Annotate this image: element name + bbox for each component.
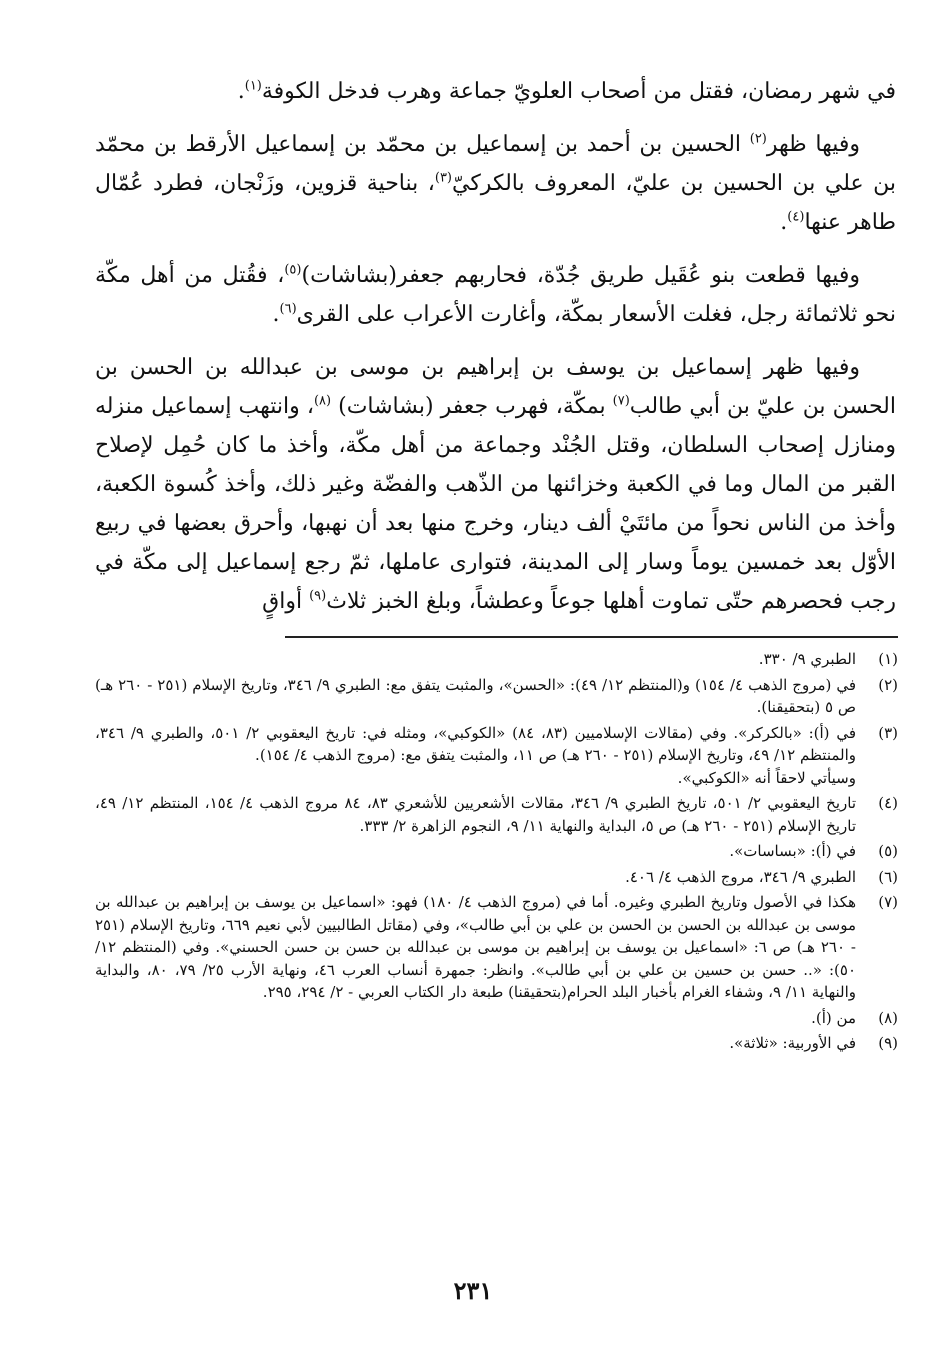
footnote-text: هكذا في الأصول وتاريخ الطبري وغيره. أما في (مروج الذهب ٤/ ١٨٠) فهو: «اسماعيل بن يوسف بن إبراهيم بن عبدالله بن موسى بن عبدالله بن الحسن بن الحسن بن علي بن أبي طالب»، وفي (مقاتل الطالبيين لأبي نعيم ٦٦٩، وتاريخ الإسلام (٢٥١ - ٢٦٠ هـ) ص ٦: «اسماعيل بن يوسف بن إبراهيم بن موسى بن عبدالله بن حسن بن حسن الحسني». وفي (المنتظم ١٢/ ٥٠): «.. حسن بن حسين بن علي بن أبي طالب». وانظر: جمهرة أنساب العرب ٤٦، ونهاية الأرب ٢٥/ ٧٩، ٨٠، والبداية والنهاية ١١/ ٩، وشفاء الغرام بأخبار البلد الحرام(بتحقيقنا) طبعة دار الكتاب العربي - ٢/ ٢٩٤، ٢٩٥. bbox=[95, 893, 857, 1001]
paragraph-2: وفيها ظهر$^{(٢)}$ الحسين بن أحمد بن إسماعيل بن محمّد بن إسماعيل الأرقط بن محمّد بن علي بن الحسين بن عليّ، المعروف بالكركيّ$^{(٣)}$، بناحية قزوين، وزَنْجان، فطرد عُمّال طاهر عنها$^{(٤)}$. bbox=[95, 131, 896, 235]
page-number: ٢٣١ bbox=[453, 1276, 493, 1305]
footnote-3 bbox=[95, 722, 898, 790]
paragraph-1: في شهر رمضان، فقتل من أصحاب العلويّ جماعة وهرب فدخل الكوفة$^{(١)}$. bbox=[237, 78, 896, 104]
footnote-6 bbox=[95, 866, 898, 889]
footnote-9 bbox=[95, 1032, 898, 1055]
footnote-text-block bbox=[95, 722, 856, 790]
paragraph-4-text: ، وانتهب إسماعيل منزله ومنازل إصحاب السلطان، وقتل الجُنْد وجماعة من أهل مكّة، وأخذ ما كان حُمِل لإصلاح القبر من المال وما في الكعبة وخزائنها من الذّهب والفضّة وغير ذلك، وأخذ كُسوة الكعبة، وأخذ من الناس نحواً من مائتَيْ ألف دينار، وخرج منها بعد أن نهبها، وأحرق بعضها في ربيع الأوّل بعد خمسين يوماً وسار إلى المدينة، فتوارى عاملها، ثمّ رجع إسماعيل إلى مكّة في رجب فحصرهم حتّى تماوت أهلها جوعاً وعطشاً، وبلغ الخبز ثلاث bbox=[95, 394, 896, 614]
footnote-4 bbox=[95, 792, 898, 837]
footnote-1 bbox=[95, 648, 898, 671]
paragraph-3-text: وفيها قطعت بنو عُقَيل طريق جُدّة، فحاربهم جعفر(بشاشات) bbox=[301, 263, 861, 288]
footnote-ref: (٢) bbox=[749, 131, 767, 147]
main-text bbox=[95, 72, 896, 621]
paragraph-4-text: أواقٍ bbox=[262, 589, 310, 614]
paragraph-4 bbox=[95, 348, 896, 621]
footnote-text: من (أ). bbox=[811, 1008, 856, 1027]
footnote-ref: (٦) bbox=[279, 301, 297, 317]
footnote-number: (٣) bbox=[878, 723, 898, 742]
footnote-text: الطبري ٩/ ٣٣٠. bbox=[758, 650, 856, 668]
footnote-text: في (أ): «بساسات». bbox=[729, 842, 856, 860]
footnote-number: (١) bbox=[878, 650, 898, 668]
footnote-number: (٧) bbox=[878, 893, 898, 911]
footnote-ref: (٤) bbox=[787, 209, 805, 225]
footnote-ref: (٩) bbox=[309, 588, 327, 604]
footnote-text: الطبري ٩/ ٣٤٦، مروج الذهب ٤/ ٤٠٦. bbox=[625, 867, 856, 886]
footnote-ref: (٨) bbox=[313, 393, 332, 409]
footnote-divider bbox=[285, 636, 898, 638]
paragraph-4-text: وفيها ظهر إسماعيل بن يوسف بن إبراهيم بن موسى بن عبدالله بن الحسن بن الحسن بن عليّ بن أبي طالب bbox=[95, 355, 896, 419]
footnote-ref: (٥) bbox=[284, 262, 302, 278]
footnote-2 bbox=[95, 674, 898, 719]
paragraph-2-text: وفيها ظهر bbox=[766, 132, 860, 157]
footnote-ref: (٣) bbox=[434, 170, 452, 186]
paragraph-4-text: بمكّة، فهرب جعفر (بشاشات) bbox=[331, 394, 613, 419]
paragraph-3-text: ، فقُتل من أهل مكّة نحو ثلاثمائة رجل، فغلت الأسعار بمكّة، وأغارت الأعراب على القرى bbox=[95, 263, 896, 327]
footnote-text: في الأوربية: «ثلاثة». bbox=[729, 1034, 856, 1052]
footnote-ref: (١) bbox=[244, 78, 262, 94]
footnote-number: (٩) bbox=[878, 1034, 898, 1052]
footnotes bbox=[95, 648, 898, 1058]
footnote-5 bbox=[95, 840, 898, 863]
footnote-number: (٦) bbox=[878, 867, 898, 886]
paragraph-3: وفيها قطعت بنو عُقَيل طريق جُدّة، فحاربهم جعفر(بشاشات)$^{(٥)}$، فقُتل من أهل مكّة نحو ثلاثمائة رجل، فغلت الأسعار بمكّة، وأغارت الأعراب على القرى$^{(٦)}$. bbox=[95, 262, 896, 327]
footnote-text: في (مروج الذهب ٤/ ١٥٤) و(المنتظم ١٢/ ٤٩): «الحسن»، والمثبت يتفق مع: الطبري ٩/ ٣٤٦، وتاريخ الإسلام (٢٥١ - ٢٦٠ هـ) ص ٥ (بتحقيقنا). bbox=[95, 675, 857, 716]
footnote-number: (٨) bbox=[878, 1008, 898, 1027]
footnote-7 bbox=[95, 891, 898, 1004]
footnote-number: (٢) bbox=[878, 675, 898, 694]
footnote-number: (٥) bbox=[878, 842, 898, 860]
footnote-text: تاريخ اليعقوبي ٢/ ٥٠١، تاريخ الطبري ٩/ ٣٤٦، مقالات الأشعريين للأشعري ٨٣، ٨٤ مروج الذهب ٤/ ١٥٤، المنتظم ١٢/ ٤٩، تاريخ الإسلام (٢٥١ - ٢٦٠ هـ) ص ٥، البداية والنهاية ١١/ ٩، النجوم الزاهرة ٢/ ٣٣٣. bbox=[95, 794, 856, 835]
footnote-8 bbox=[95, 1007, 898, 1030]
paragraph-2-text: الحسين بن أحمد بن إسماعيل بن محمّد بن إسماعيل الأرقط بن محمّد بن علي بن الحسين بن عليّ، المعروف بالكركيّ bbox=[95, 132, 896, 196]
paragraph-2-text: ، بناحية قزوين، وزَنْجان، فطرد عُمّال طاهر عنها bbox=[95, 171, 896, 235]
footnote-text: وسيأتي لاحقاً أنه «الكوكبي». bbox=[677, 768, 856, 787]
paragraph-1-text: في شهر رمضان، فقتل من أصحاب العلويّ جماعة وهرب فدخل الكوفة bbox=[261, 79, 896, 104]
footnote-text: في (أ): «بالكركر». وفي (مقالات الإسلاميين (٨٣، ٨٤) «الكوكبي»، ومثله في: تاريخ اليعقوبي ٢/ ٥٠١، والطبري ٩/ ٣٤٦، والمنتظم ١٢/ ٤٩، وتاريخ الإسلام (٢٥١ - ٢٦٠ هـ) ص ١١، والمثبت يتفق مع: (مروج الذهب ٤/ ١٥٤). bbox=[95, 723, 857, 764]
footnote-number: (٤) bbox=[878, 794, 898, 812]
footnote-ref: (٧) bbox=[612, 393, 630, 409]
